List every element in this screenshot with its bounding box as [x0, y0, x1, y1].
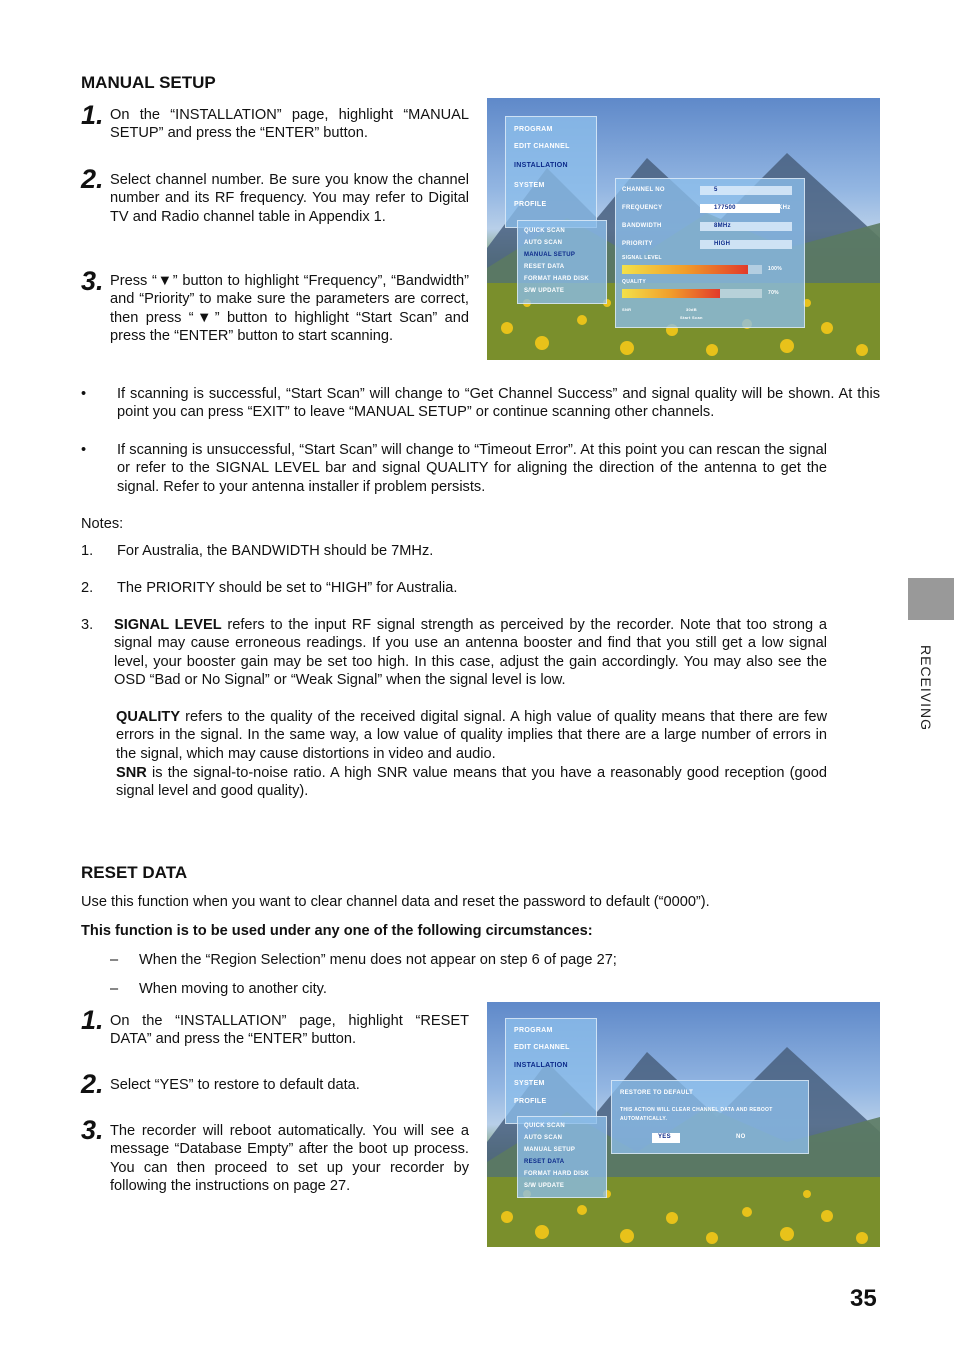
menu-item-edit-channel[interactable]: EDIT CHANNEL: [514, 1044, 570, 1051]
dialog-text: THIS ACTION WILL CLEAR CHANNEL DATA AND REBOOT AUTOMATICALLY.: [620, 1107, 773, 1122]
snr-term: SNR: [116, 765, 147, 781]
submenu-manual-setup[interactable]: MANUAL SETUP: [524, 252, 576, 258]
notes-title: Notes:: [81, 516, 124, 532]
submenu-auto-scan[interactable]: AUTO SCAN: [524, 1135, 563, 1141]
step-number: 2.: [81, 1069, 104, 1099]
snr-value: 30dB: [686, 307, 697, 312]
note-number: 3.: [81, 617, 94, 633]
submenu-reset-data[interactable]: RESET DATA: [524, 264, 565, 270]
start-scan-button[interactable]: Start Scan: [680, 315, 703, 320]
step-number: 1.: [81, 100, 104, 130]
step-number: 2.: [81, 164, 104, 194]
restore-dialog: [611, 1080, 809, 1154]
dash-item-region: When the “Region Selection” menu does not appear on step 6 of page 27;: [139, 952, 617, 968]
menu-item-profile[interactable]: PROFILE: [514, 1098, 547, 1105]
quality-label: QUALITY: [622, 279, 647, 285]
priority-value: HIGH: [714, 241, 731, 247]
note-3-snr-paragraph: [116, 764, 827, 801]
main-menu-panel: [505, 1018, 597, 1124]
reset-data-screenshot: [487, 1002, 880, 1247]
reset-intro: Use this function when you want to clear channel data and reset the password to default (“0000”).: [81, 894, 710, 910]
quality-value: 70%: [768, 290, 779, 296]
menu-item-installation[interactable]: INSTALLATION: [514, 162, 568, 169]
quality-track: [622, 289, 762, 298]
note-number: 2.: [81, 580, 94, 596]
sub-menu-panel: [517, 1116, 607, 1198]
menu-item-system[interactable]: SYSTEM: [514, 1080, 545, 1087]
frequency-value: 177500: [714, 205, 736, 211]
step-number: 3.: [81, 266, 104, 296]
no-button[interactable]: NO: [736, 1134, 746, 1140]
reset-step-1-text: On the “INSTALLATION” page, highlight “RESET DATA” and press the “ENTER” button.: [110, 1013, 469, 1048]
bullet-success-text: If scanning is successful, “Start Scan” will change to “Get Channel Success” and signal quality will be shown. At this point you can press “EXIT” to leave “MANUAL SETUP” or continue scanning other channels.: [117, 386, 880, 421]
quality-fill: [622, 289, 720, 298]
menu-item-profile[interactable]: PROFILE: [514, 201, 547, 208]
submenu-format-hard-disk[interactable]: FORMAT HARD DISK: [524, 1171, 590, 1177]
step-number: 1.: [81, 1005, 104, 1035]
note-1-text: For Australia, the BANDWIDTH should be 7MHz.: [117, 543, 434, 559]
quality-term: QUALITY: [116, 709, 181, 725]
quality-description: refers to the quality of the received digital signal. A high value of quality means that there are few errors in the signal. In the same way, a low value of quality implies that there are a large number of errors in the signal, which may cause distortions in video and audio.: [116, 709, 827, 762]
signal-level-label: SIGNAL LEVEL: [622, 255, 662, 261]
signal-level-value: 100%: [768, 266, 782, 272]
submenu-auto-scan[interactable]: AUTO SCAN: [524, 240, 563, 246]
step-number: 3.: [81, 1115, 104, 1145]
frequency-unit: KHz: [778, 205, 791, 211]
signal-level-track: [622, 265, 762, 274]
dash-mark: –: [110, 952, 119, 968]
snr-label: SNR: [622, 307, 632, 312]
note-number: 1.: [81, 543, 94, 559]
sub-menu-panel: [517, 220, 607, 304]
bullet-unsuccess-text: If scanning is unsuccessful, “Start Scan” will change to “Timeout Error”. At this point you can rescan the signal or refer to the SIGNAL LEVEL bar and signal QUALITY for aligning the direction of the antenna to get the signal. Refer to your antenna installer if problem persists.: [117, 442, 827, 495]
reset-circumstances: This function is to be used under any one of the following circumstances:: [81, 923, 593, 939]
dash-mark: –: [110, 981, 119, 997]
submenu-sw-update[interactable]: S/W UPDATE: [524, 288, 565, 294]
field-label-bandwidth: BANDWIDTH: [622, 223, 662, 229]
field-label-priority: PRIORITY: [622, 241, 653, 247]
menu-item-program[interactable]: PROGRAM: [514, 126, 553, 133]
dash-item-moving: When moving to another city.: [139, 981, 327, 997]
manual-setup-screenshot: [487, 98, 880, 360]
field-label-frequency: FREQUENCY: [622, 205, 663, 211]
submenu-reset-data[interactable]: RESET DATA: [524, 1159, 565, 1165]
submenu-quick-scan[interactable]: QUICK SCAN: [524, 1123, 566, 1129]
reset-data-heading: RESET DATA: [81, 863, 188, 882]
manual-step-3-text: Press “▼” button to highlight “Frequency”, “Bandwidth” and “Priority” to make sure the parameters are correct, then press “▼” button to highlight “Start Scan” and press the “ENTER” button to start scanning.: [110, 273, 469, 345]
manual-setup-heading: MANUAL SETUP: [81, 73, 216, 92]
snr-description: is the signal-to-noise ratio. A high SNR value means that you have a reasonably good reception (good signal level and good quality).: [116, 765, 827, 800]
signal-level-description: refers to the input RF signal strength as perceived by the recorder. Note that too strong a signal may cause erroneous readings. If you use an antenna booster and find that you still get a low signal level, your booster gain may be set too high. In this case, adjust the gain accordingly. You may also see the OSD “Bad or No Signal” or “Weak Signal” when the signal level is low.: [114, 617, 827, 689]
yes-button[interactable]: YES: [658, 1134, 671, 1140]
note-2-text: The PRIORITY should be set to “HIGH” for Australia.: [117, 580, 458, 596]
field-label-channel-no: CHANNEL NO: [622, 187, 665, 193]
submenu-sw-update[interactable]: S/W UPDATE: [524, 1183, 565, 1189]
dialog-title: RESTORE TO DEFAULT: [620, 1090, 694, 1096]
submenu-quick-scan[interactable]: QUICK SCAN: [524, 228, 566, 234]
note-3-quality-paragraph: [116, 708, 827, 763]
submenu-manual-setup[interactable]: MANUAL SETUP: [524, 1147, 576, 1153]
bandwidth-value: 8MHz: [714, 223, 731, 229]
manual-setup-panel: [615, 178, 805, 328]
signal-level-term: SIGNAL LEVEL: [114, 617, 222, 633]
signal-level-fill: [622, 265, 748, 274]
submenu-format-hard-disk[interactable]: FORMAT HARD DISK: [524, 276, 590, 282]
bullet-mark: •: [81, 386, 87, 402]
section-label: RECEIVING: [918, 645, 934, 732]
reset-step-3-text: The recorder will reboot automatically. You will see a message “Database Empty” after the boot up process. You can then proceed to set up your recorder by following the instructions on page 27.: [110, 1123, 469, 1195]
menu-item-installation[interactable]: INSTALLATION: [514, 1062, 568, 1069]
menu-item-system[interactable]: SYSTEM: [514, 182, 545, 189]
frequency-field[interactable]: [700, 204, 780, 213]
manual-step-2-text: Select channel number. Be sure you know the channel number and its RF frequency. You may refer to Digital TV and Radio channel table in Appendix 1.: [110, 172, 469, 225]
note-3-signal-paragraph: [114, 616, 827, 690]
menu-item-edit-channel[interactable]: EDIT CHANNEL: [514, 143, 570, 150]
bullet-mark: •: [81, 442, 87, 458]
manual-step-1-text: On the “INSTALLATION” page, highlight “MANUAL SETUP” and press the “ENTER” button.: [110, 107, 469, 142]
channel-no-value: 5: [714, 187, 718, 193]
section-tab: [908, 578, 954, 620]
page-number: 35: [850, 1285, 877, 1312]
main-menu-panel: [505, 116, 597, 228]
reset-step-2-text: Select “YES” to restore to default data.: [110, 1077, 360, 1093]
menu-item-program[interactable]: PROGRAM: [514, 1027, 553, 1034]
